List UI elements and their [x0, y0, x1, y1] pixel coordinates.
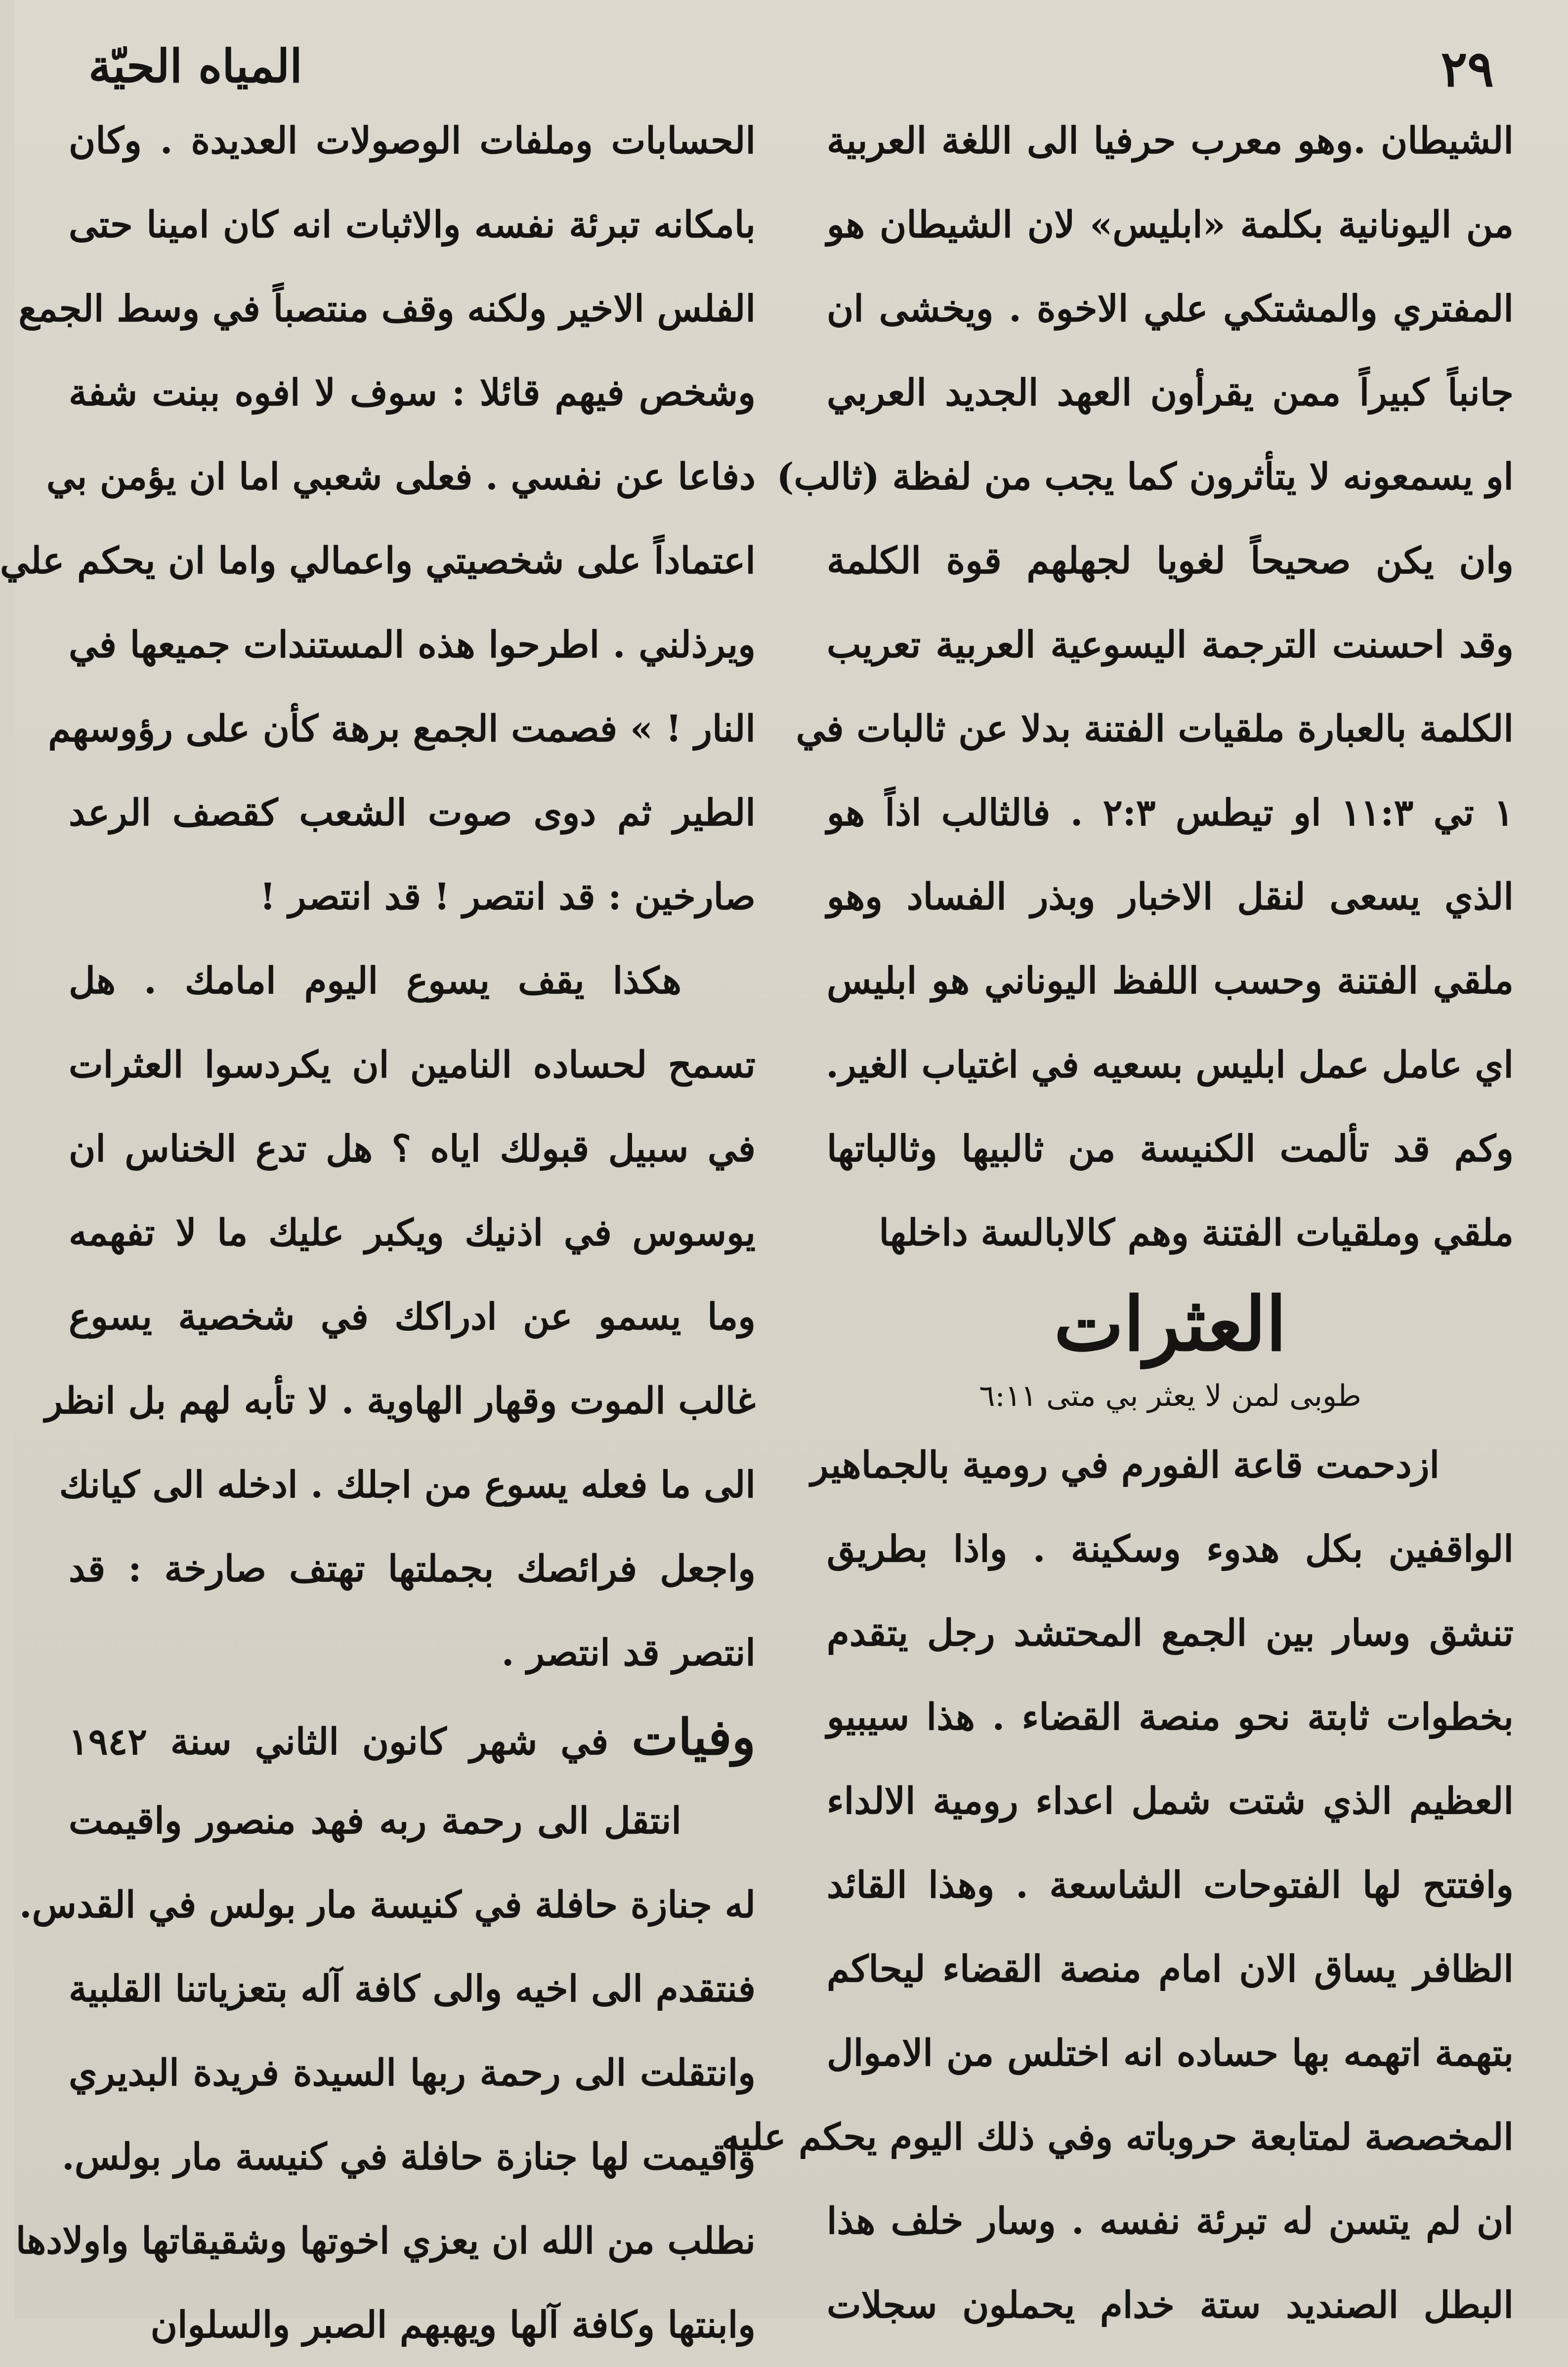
text-line: صارخين : قد انتصر ! قد انتصر !	[259, 876, 756, 918]
text-line: الشيطان .وهو معرب حرفيا الى اللغة العربية	[827, 120, 1514, 162]
text-line: ويرذلني . اطرحوا هذه المستندات جميعها في	[69, 624, 756, 666]
text-line: فنتقدم الى اخيه والى كافة آله بتعزياتنا القلبية	[69, 1968, 756, 2010]
text-line: الظافر يساق الان امام منصة القضاء ليحاكم	[827, 1948, 1514, 1990]
text-line: في سبيل قبولك اياه ؟ هل تدع الخناس ان	[69, 1128, 756, 1170]
text-line: الطير ثم دوى صوت الشعب كقصف الرعد	[69, 792, 756, 834]
section-heading: العثرات	[1054, 1281, 1287, 1368]
text-line: الفلس الاخير ولكنه وقف منتصباً في وسط الجمع	[18, 288, 756, 330]
epigraph: طوبى لمن لا يعثر بي متى ٦:١١	[979, 1379, 1361, 1413]
text-line: وافتتح لها الفتوحات الشاسعة . وهذا القائد	[827, 1864, 1514, 1906]
text-line: الذي يسعى لنقل الاخبار وبذر الفساد وهو	[827, 876, 1514, 918]
text-line: اي عامل عمل ابليس بسعيه في اغتياب الغير.	[826, 1044, 1514, 1086]
text-line: بتهمة اتهمه بها حساده انه اختلس من الاموال	[827, 2032, 1514, 2074]
right-column	[721, 99, 1514, 2347]
text-line: دفاعا عن نفسي . فعلى شعبي اما ان يؤمن بي	[46, 456, 756, 498]
text-line: انتصر قد انتصر .	[501, 1632, 756, 1674]
obituaries-paragraph	[15, 1779, 756, 2367]
text-line: النار ! » فصمت الجمع برهة كأن على رؤوسهم	[48, 708, 756, 750]
text-line: واقيمت لها جنازة حافلة في كنيسة مار بولس.	[62, 2136, 756, 2178]
page-number: ٢٩	[1441, 40, 1494, 98]
text-line: غالب الموت وقهار الهاوية . لا تأبه لهم بل انظر	[45, 1380, 756, 1422]
obituaries-heading	[69, 1695, 756, 1779]
text-line: بخطوات ثابتة نحو منصة القضاء . هذا سيبيو	[827, 1696, 1514, 1738]
story-paragraph	[721, 1423, 1514, 2347]
left-column	[0, 99, 756, 2367]
text-line: الكلمة بالعبارة ملقيات الفتنة بدلا عن ثالبات في	[796, 708, 1514, 750]
text-line: نطلب من الله ان يعزي اخوتها وشقيقاتها واولادها	[15, 2220, 756, 2262]
text-line: واجعل فرائصك بجملتها تهتف صارخة : قد	[69, 1548, 756, 1590]
text-line: المخصصة لمتابعة حروباته وفي ذلك اليوم يحكم عليه	[721, 2116, 1514, 2158]
text-line: انتقل الى رحمة ربه فهد منصور واقيمت	[69, 1800, 681, 1842]
text-line: وقد احسنت الترجمة اليسوعية العربية تعريب	[827, 624, 1514, 666]
text-line: له جنازة حافلة في كنيسة مار بولس في القدس.	[19, 1884, 756, 1926]
text-line: وان يكن صحيحاً لغويا لجهلهم قوة الكلمة	[827, 540, 1514, 582]
text-line: الى ما فعله يسوع من اجلك . ادخله الى كيانك	[59, 1464, 756, 1506]
text-line: ١ تي ١١:٣ او تيطس ٢:٣ . فالثالب اذاً هو	[827, 792, 1514, 834]
text-line: هكذا يقف يسوع اليوم امامك . هل	[69, 960, 681, 1002]
text-line: اعتماداً على شخصيتي واعمالي واما ان يحكم علي	[0, 540, 756, 582]
text-line: ملقي الفتنة وحسب اللفظ اليوناني هو ابليس	[827, 960, 1514, 1002]
text-line: او يسمعونه لا يتأثرون كما يجب من لفظة (ثالب)	[776, 456, 1514, 498]
text-line: وابنتها وكافة آلها ويهبهم الصبر والسلوان	[150, 2304, 756, 2346]
text-line: المفتري والمشتكي علي الاخوة . ويخشى ان	[827, 288, 1514, 330]
text-line: تسمح لحساده النامين ان يكردسوا العثرات	[69, 1044, 756, 1086]
page-header	[74, 30, 1509, 104]
text-line: جانباً كبيراً ممن يقرأون العهد الجديد العربي	[827, 372, 1514, 414]
text-line: وشخص فيهم قائلا : سوف لا افوه ببنت شفة	[69, 372, 756, 414]
story-continuation	[0, 99, 756, 939]
text-line: الحسابات وملفات الوصولات العديدة . وكان	[69, 120, 756, 162]
running-title: المياه الحيّة	[88, 40, 302, 93]
obituaries-heading-date: في شهر كانون الثاني سنة ١٩٤٢	[69, 1721, 609, 1763]
text-line: يوسوس في اذنيك ويكبر عليك ما لا تفهمه	[69, 1212, 756, 1254]
application-paragraph	[45, 939, 756, 1695]
text-line: البطل الصنديد ستة خدام يحملون سجلات	[827, 2284, 1514, 2326]
text-line: ان لم يتسن له تبرئة نفسه . وسار خلف هذا	[827, 2200, 1514, 2242]
text-line: وانتقلت الى رحمة ربها السيدة فريدة البديري	[69, 2052, 756, 2094]
obituaries-heading-word: وفيات	[632, 1708, 756, 1766]
text-line: الواقفين بكل هدوء وسكينة . واذا بطريق	[827, 1528, 1514, 1570]
text-line: وما يسمو عن ادراكك في شخصية يسوع	[69, 1296, 756, 1338]
text-line: من اليونانية بكلمة «ابليس» لان الشيطان هو	[827, 204, 1514, 246]
text-line: تنشق وسار بين الجمع المحتشد رجل يتقدم	[827, 1612, 1514, 1654]
intro-paragraph	[776, 99, 1514, 1275]
text-line: بامكانه تبرئة نفسه والاثبات انه كان امينا حتى	[69, 204, 756, 246]
text-line: ملقي وملقيات الفتنة وهم كالابالسة داخلها	[879, 1212, 1514, 1254]
text-line: وكم قد تألمت الكنيسة من ثالبيها وثالباتها	[827, 1128, 1514, 1170]
text-line: العظيم الذي شتت شمل اعداء رومية الالداء	[827, 1780, 1514, 1822]
text-line: ازدحمت قاعة الفورم في رومية بالجماهير	[810, 1444, 1440, 1486]
